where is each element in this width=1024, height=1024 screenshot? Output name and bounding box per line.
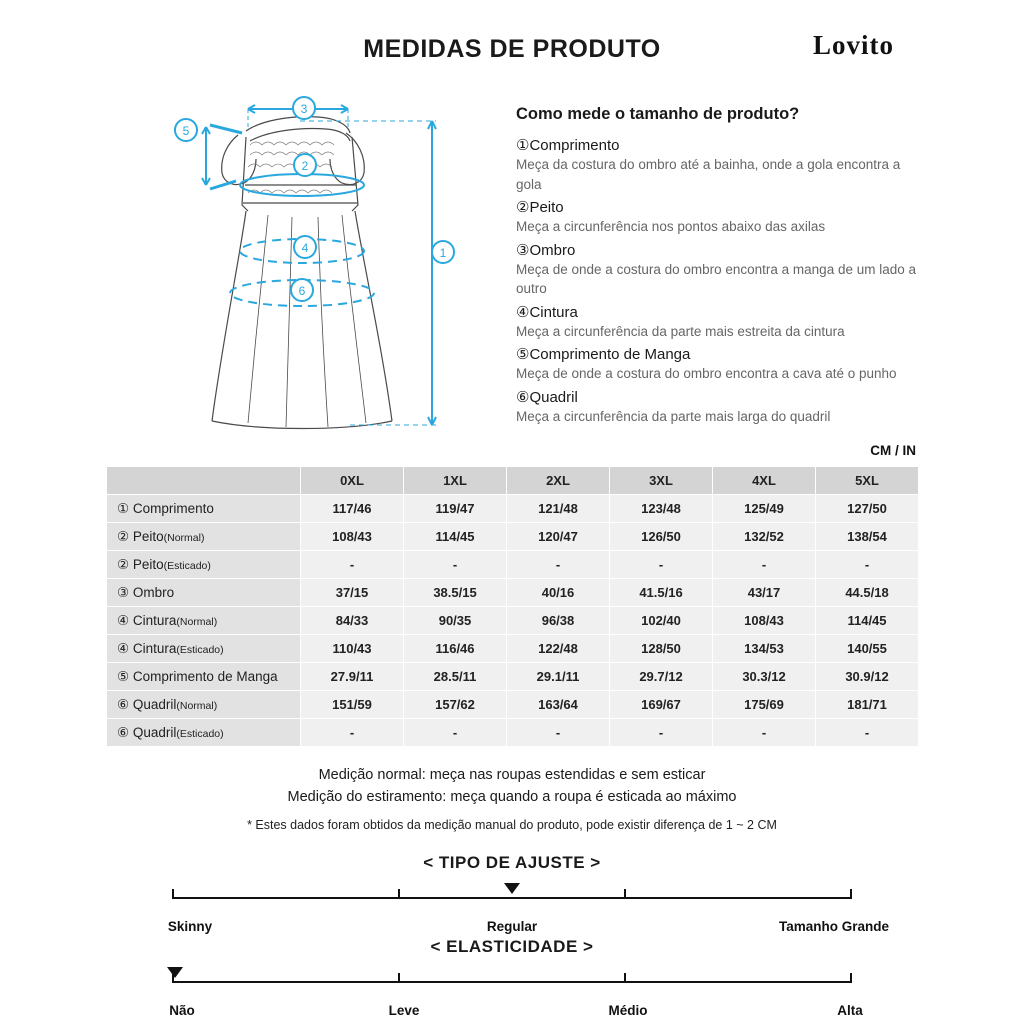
- col-header-3xl: 3XL: [610, 467, 713, 495]
- cell: 30.3/12: [713, 663, 816, 691]
- elasticity-label-nao: Não: [169, 1003, 195, 1018]
- svg-text:4: 4: [301, 241, 309, 255]
- table-row: [107, 663, 919, 691]
- cell: 123/48: [610, 495, 713, 523]
- guide-item-body-4: Meça a circunferência da parte mais estreita da cintura: [516, 323, 845, 339]
- elasticity-tick: [850, 973, 852, 983]
- cell: 128/50: [610, 635, 713, 663]
- cell: -: [610, 551, 713, 579]
- page-title: MEDIDAS DE PRODUTO: [363, 35, 661, 63]
- guide-item-body-6: Meça a circunferência da parte mais larga do quadril: [516, 408, 831, 424]
- col-header-0xl: 0XL: [301, 467, 404, 495]
- fit-scale-marker: [504, 883, 520, 894]
- row-label-cintura-normal: [107, 607, 301, 635]
- cell: 90/35: [404, 607, 507, 635]
- cell: 120/47: [507, 523, 610, 551]
- cell: 126/50: [610, 523, 713, 551]
- cell: -: [404, 719, 507, 747]
- row-label-sub: (Esticado): [176, 727, 224, 740]
- fit-scale-title: < TIPO DE AJUSTE >: [423, 853, 601, 872]
- cell: 108/43: [713, 607, 816, 635]
- guide-item-body-1: Meça da costura do ombro até a bainha, onde a gola encontra a gola: [516, 157, 901, 192]
- cell: 108/43: [301, 523, 404, 551]
- cell: -: [713, 551, 816, 579]
- note-normal: Medição normal: meça nas roupas estendidas e sem esticar: [318, 767, 706, 783]
- table-header-row: [107, 467, 919, 495]
- row-label-text: ⑤ Comprimento de Manga: [117, 668, 278, 684]
- row-label-text: ② Peito: [117, 528, 164, 544]
- elasticity-label-leve: Leve: [388, 1003, 420, 1018]
- cell: 27.9/11: [301, 663, 404, 691]
- header: [0, 30, 1024, 76]
- cell: 169/67: [610, 691, 713, 719]
- svg-text:1: 1: [439, 246, 447, 260]
- elasticity-label-alta: Alta: [837, 1003, 863, 1018]
- cell: 114/45: [816, 607, 919, 635]
- col-header-2xl: 2XL: [507, 467, 610, 495]
- cell: 29.7/12: [610, 663, 713, 691]
- table-corner: [107, 467, 301, 495]
- cell: 151/59: [301, 691, 404, 719]
- elasticity-scale-title: < ELASTICIDADE >: [430, 937, 594, 956]
- fit-label-skinny: Skinny: [167, 919, 213, 934]
- fit-tick: [172, 889, 174, 899]
- fit-scale-line: [172, 897, 852, 899]
- row-label-quadril-esticado: [107, 719, 301, 747]
- row-label-text: ④ Cintura: [117, 612, 177, 628]
- note-disclaimer: * Estes dados foram obtidos da medição manual do produto, pode existir diferença de 1 ~ 2 CM: [247, 817, 777, 832]
- cell: 163/64: [507, 691, 610, 719]
- cell: 40/16: [507, 579, 610, 607]
- row-label-text: ⑥ Quadril: [117, 696, 177, 712]
- row-label-peito-normal: [107, 523, 301, 551]
- elasticity-scale-bar: [172, 969, 852, 1003]
- table-row: [107, 579, 919, 607]
- cell: 116/46: [404, 635, 507, 663]
- svg-text:6: 6: [298, 284, 306, 298]
- guide-item-body-5: Meça de onde a costura do ombro encontra a cava até o punho: [516, 366, 897, 382]
- cell: 117/46: [301, 495, 404, 523]
- cell: -: [507, 551, 610, 579]
- guide-item-title-2: ②Peito: [516, 199, 564, 217]
- row-label-manga: [107, 663, 301, 691]
- measure-guide-heading: Como mede o tamanho de produto?: [516, 105, 800, 123]
- table-row: [107, 691, 919, 719]
- measurement-notes: [0, 764, 1024, 832]
- row-label-sub: (Normal): [176, 699, 218, 712]
- cell: 134/53: [713, 635, 816, 663]
- guide-item-body-2: Meça a circunferência nos pontos abaixo das axilas: [516, 219, 826, 235]
- cell: 30.9/12: [816, 663, 919, 691]
- row-label-ombro: [107, 579, 301, 607]
- table-row: [107, 523, 919, 551]
- cell: 122/48: [507, 635, 610, 663]
- cell: 132/52: [713, 523, 816, 551]
- col-header-5xl: 5XL: [816, 467, 919, 495]
- units-label: CM / IN: [870, 443, 916, 458]
- fit-label-regular: Regular: [486, 919, 538, 934]
- cell: 114/45: [404, 523, 507, 551]
- cell: -: [404, 551, 507, 579]
- garment-illustration: [150, 85, 490, 445]
- fit-scale-labels: [132, 919, 892, 939]
- cell: 84/33: [301, 607, 404, 635]
- cell: -: [816, 551, 919, 579]
- fit-tick: [850, 889, 852, 899]
- cell: 44.5/18: [816, 579, 919, 607]
- cell: 29.1/11: [507, 663, 610, 691]
- row-label-text: ⑥ Quadril: [117, 724, 177, 740]
- row-label-peito-esticado: [107, 551, 301, 579]
- elasticity-scale-labels: [132, 1003, 892, 1023]
- size-table-wrapper: [106, 466, 918, 747]
- brand-logo: Lovito: [812, 30, 894, 60]
- svg-text:5: 5: [182, 124, 190, 138]
- cell: 102/40: [610, 607, 713, 635]
- row-label-sub: (Normal): [163, 531, 205, 544]
- guide-item-body-3: Meça de onde a costura do ombro encontra a manga de um lado a outro: [516, 261, 917, 297]
- fit-label-oversize: Tamanho Grande: [778, 919, 890, 934]
- svg-text:3: 3: [300, 102, 308, 116]
- guide-item-title-4: ④Cintura: [516, 303, 578, 321]
- cell: 181/71: [816, 691, 919, 719]
- guide-item-title-6: ⑥Quadril: [516, 388, 578, 406]
- cell: 157/62: [404, 691, 507, 719]
- cell: 43/17: [713, 579, 816, 607]
- fit-scale-bar: [172, 885, 852, 919]
- svg-text:2: 2: [301, 159, 309, 173]
- col-header-4xl: 4XL: [713, 467, 816, 495]
- elasticity-scale-marker: [167, 967, 183, 978]
- elasticity-tick: [398, 973, 400, 983]
- guide-item-title-3: ③Ombro: [516, 241, 576, 259]
- cell: 28.5/11: [404, 663, 507, 691]
- table-row: [107, 495, 919, 523]
- fit-tick: [398, 889, 400, 899]
- cell: 38.5/15: [404, 579, 507, 607]
- cell: 119/47: [404, 495, 507, 523]
- cell: 175/69: [713, 691, 816, 719]
- guide-item-title-5: ⑤Comprimento de Manga: [516, 346, 691, 364]
- cell: 127/50: [816, 495, 919, 523]
- cell: 37/15: [301, 579, 404, 607]
- cell: 125/49: [713, 495, 816, 523]
- row-label-text: ① Comprimento: [117, 500, 214, 516]
- row-label-sub: (Esticado): [163, 559, 211, 572]
- row-label-text: ② Peito: [117, 556, 164, 572]
- fit-scale: [0, 853, 1024, 939]
- measure-guide: [516, 105, 916, 430]
- table-row: [107, 719, 919, 747]
- row-label-comprimento: [107, 495, 301, 523]
- cell: 138/54: [816, 523, 919, 551]
- table-row: [107, 607, 919, 635]
- row-label-cintura-esticado: [107, 635, 301, 663]
- table-row: [107, 635, 919, 663]
- fit-tick: [624, 889, 626, 899]
- cell: 140/55: [816, 635, 919, 663]
- row-label-quadril-normal: [107, 691, 301, 719]
- size-table: [106, 466, 919, 747]
- guide-item-title-1: ①Comprimento: [516, 137, 620, 154]
- cell: -: [301, 551, 404, 579]
- row-label-text: ③ Ombro: [117, 584, 175, 600]
- cell: -: [507, 719, 610, 747]
- cell: -: [610, 719, 713, 747]
- table-row: [107, 551, 919, 579]
- elasticity-scale: [0, 937, 1024, 1023]
- row-label-sub: (Normal): [176, 615, 218, 628]
- cell: 96/38: [507, 607, 610, 635]
- cell: 121/48: [507, 495, 610, 523]
- cell: 41.5/16: [610, 579, 713, 607]
- row-label-text: ④ Cintura: [117, 640, 177, 656]
- cell: -: [713, 719, 816, 747]
- elasticity-scale-line: [172, 981, 852, 983]
- note-stretch: Medição do estiramento: meça quando a roupa é esticada ao máximo: [287, 789, 737, 806]
- cell: -: [301, 719, 404, 747]
- col-header-1xl: 1XL: [404, 467, 507, 495]
- elasticity-label-medio: Médio: [608, 1003, 648, 1018]
- cell: 110/43: [301, 635, 404, 663]
- elasticity-tick: [624, 973, 626, 983]
- row-label-sub: (Esticado): [176, 643, 224, 656]
- cell: -: [816, 719, 919, 747]
